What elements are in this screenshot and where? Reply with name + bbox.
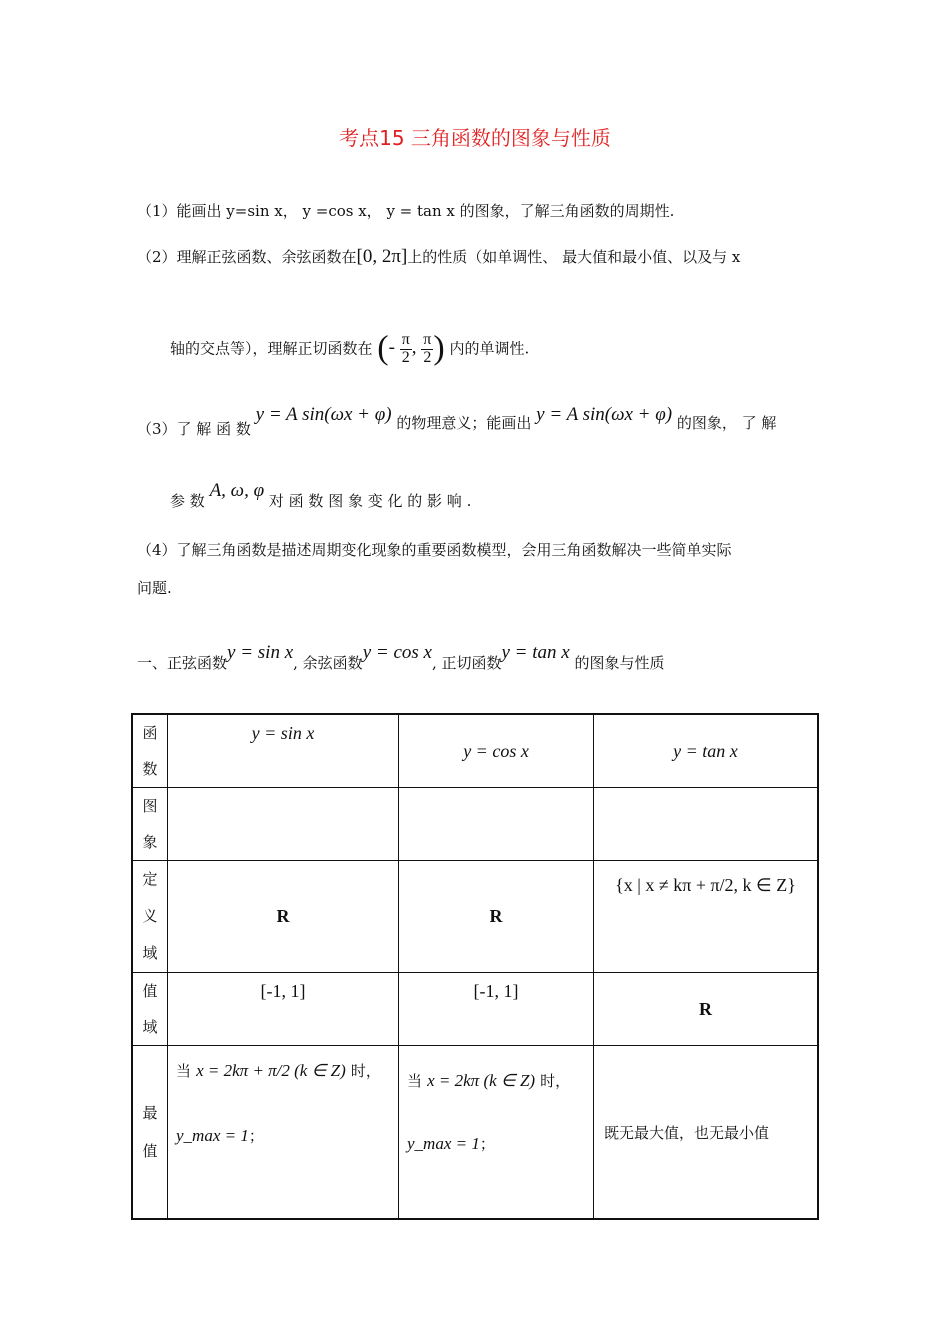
table-row-graph — [132, 788, 818, 861]
objective-3-text-c: 的图象， 了 解 — [676, 414, 777, 432]
table-row-extreme — [132, 1046, 818, 1220]
graph-sin-cell — [168, 788, 399, 861]
extreme-cos-condition: x = 2kπ (k ∈ Z) — [427, 1071, 536, 1090]
row-label-graph: 图象 — [132, 788, 168, 861]
section-text-b: , 余弦函数 — [293, 654, 363, 672]
formula-tan: y = tan x — [501, 642, 570, 663]
params-a-omega-phi: A, ω, φ — [209, 480, 265, 501]
domain-tan: {x | x ≠ kπ + π/2, k ∈ Z} — [594, 861, 819, 973]
extreme-sin-condition: x = 2kπ + π/2 (k ∈ Z) — [196, 1061, 346, 1080]
interval-0-2pi: [0, 2π] — [356, 246, 408, 267]
objective-4-cont: 问题. — [137, 579, 172, 597]
extreme-cos: 当 x = 2kπ (k ∈ Z) 时， y_max = 1； — [399, 1046, 594, 1220]
range-cos: [-1, 1] — [399, 973, 594, 1046]
objective-2-text-d: 内的单调性. — [449, 339, 530, 358]
trig-properties-table — [131, 713, 819, 1220]
row-label-function: 函数 — [132, 714, 168, 788]
extreme-sin-max: y_max = 1 — [176, 1126, 249, 1145]
row-label-extreme: 最值 — [132, 1046, 168, 1220]
header-tan: y = tan x — [594, 714, 819, 788]
formula-sin: y = sin x — [227, 642, 294, 663]
domain-cos: R — [399, 861, 594, 973]
objective-3 — [137, 404, 777, 438]
objective-3-text-e: 对 函 数 图 象 变 化 的 影 响 . — [268, 492, 472, 510]
objective-3-text-d: 参 数 — [170, 492, 205, 510]
table-row-domain — [132, 861, 818, 973]
objective-3-text-b: 的物理意义；能画出 — [396, 414, 532, 432]
header-cos: y = cos x — [399, 714, 594, 788]
interval-tan: (- $\frac{\pi}{2}$ , $\frac{\pi}{2}$ ) — [377, 330, 445, 367]
extreme-sin: 当 x = 2kπ + π/2 (k ∈ Z) 时， y_max = 1； — [168, 1046, 399, 1220]
header-sin: y = sin x — [168, 714, 399, 788]
formula-general-sine: y = A sin(ωx + φ) — [255, 404, 392, 425]
row-label-range: 值域 — [132, 973, 168, 1046]
objective-2-cont — [170, 330, 529, 368]
extreme-cos-max: y_max = 1 — [407, 1134, 480, 1153]
objective-2-text-b: 上的性质（如单调性、 最大值和最小值、以及与 x — [407, 248, 741, 266]
row-label-domain: 定义域 — [132, 861, 168, 973]
section-text-a: 一、正弦函数 — [137, 654, 228, 672]
table-row-range — [132, 973, 818, 1046]
section-text-c: , 正切函数 — [431, 654, 502, 672]
section-text-d: 的图象与性质 — [574, 654, 665, 672]
formula-general-sine-2: y = A sin(ωx + φ) — [536, 404, 673, 425]
table-row-header — [132, 714, 818, 788]
graph-cos-cell — [399, 788, 594, 861]
section-heading — [137, 642, 665, 672]
objective-2 — [137, 246, 740, 268]
objective-3-text: （3）了 解 函 数 — [137, 420, 251, 438]
objective-1: （1）能画出 y=sin x， y =cos x， y = tan x 的图象，了解三角函数的周期性. — [137, 202, 675, 220]
range-sin: [-1, 1] — [168, 973, 399, 1046]
objective-2-text: （2）理解正弦函数、余弦函数在 — [137, 248, 357, 266]
graph-tan-cell — [594, 788, 819, 861]
page-title: 考点15 三角函数的图象与性质 — [339, 126, 611, 150]
range-tan: R — [594, 973, 819, 1046]
domain-sin: R — [168, 861, 399, 973]
extreme-tan: 既无最大值，也无最小值 — [594, 1046, 819, 1220]
objective-4: （4）了解三角函数是描述周期变化现象的重要函数模型，会用三角函数解决一些简单实际 — [137, 541, 732, 559]
objective-2-text-c: 轴的交点等），理解正切函数在 — [170, 339, 373, 358]
formula-cos: y = cos x — [362, 642, 432, 663]
objective-3-cont — [170, 480, 472, 510]
